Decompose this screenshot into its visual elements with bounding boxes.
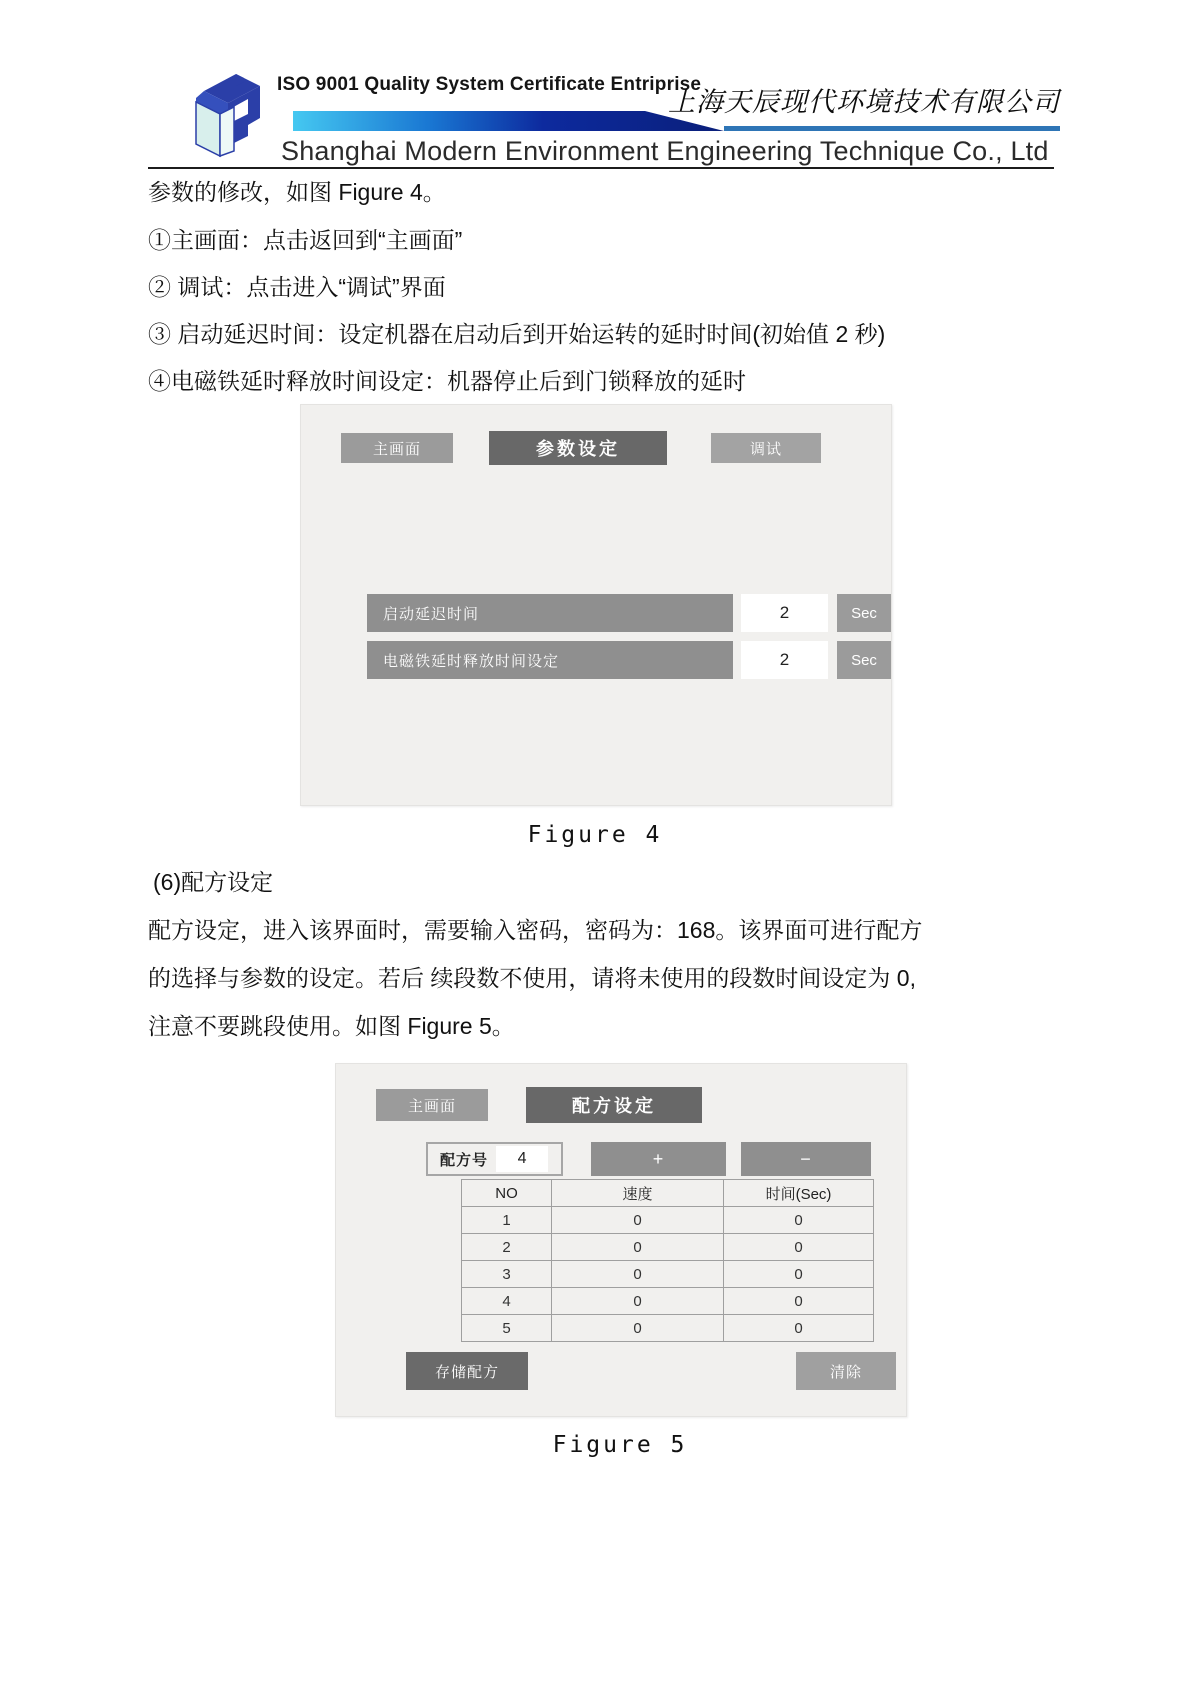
intro-item-3: ③ 启动延迟时间：设定机器在启动后到开始运转的延时时间(初始值 2 秒) bbox=[148, 321, 886, 347]
table-row bbox=[462, 1288, 874, 1315]
fig4-row1-label: 启动延迟时间 bbox=[367, 594, 733, 632]
col-header-speed: 速度 bbox=[552, 1180, 724, 1207]
company-name-chinese: 上海天辰现代环境技术有限公司 bbox=[668, 87, 1060, 118]
fig4-row2-label: 电磁铁延时释放时间设定 bbox=[367, 641, 733, 679]
section6-para-1: 配方设定，进入该界面时，需要输入密码，密码为：168。该界面可进行配方 bbox=[148, 917, 923, 943]
fig4-row2-unit: Sec bbox=[837, 641, 891, 679]
intro-item-4: ④电磁铁延时释放时间设定：机器停止后到门锁释放的延时 bbox=[148, 368, 746, 394]
recipe-number-field[interactable]: 4 bbox=[496, 1146, 548, 1172]
cell-no: 2 bbox=[462, 1234, 552, 1261]
recipe-clear-button[interactable]: 清除 bbox=[796, 1352, 896, 1390]
figure4-caption: Figure 4 bbox=[527, 822, 663, 848]
col-header-time: 时间(Sec) bbox=[724, 1180, 874, 1207]
table-row bbox=[462, 1315, 874, 1342]
recipe-table bbox=[461, 1179, 874, 1342]
cell-no: 1 bbox=[462, 1207, 552, 1234]
cell-no: 4 bbox=[462, 1288, 552, 1315]
iso-certificate-text: ISO 9001 Quality System Certificate Entriprise bbox=[277, 74, 702, 95]
fig5-home-button[interactable]: 主画面 bbox=[376, 1089, 488, 1121]
fig4-home-button[interactable]: 主画面 bbox=[341, 433, 453, 463]
cell-speed[interactable]: 0 bbox=[552, 1207, 724, 1234]
cell-time[interactable]: 0 bbox=[724, 1315, 874, 1342]
table-row bbox=[462, 1261, 874, 1288]
figure4-screenshot bbox=[300, 404, 892, 806]
cell-speed[interactable]: 0 bbox=[552, 1288, 724, 1315]
cell-time[interactable]: 0 bbox=[724, 1207, 874, 1234]
cell-no: 5 bbox=[462, 1315, 552, 1342]
fig4-debug-button[interactable]: 调试 bbox=[711, 433, 821, 463]
table-row bbox=[462, 1234, 874, 1261]
fig5-recipe-button[interactable]: 配方设定 bbox=[526, 1087, 702, 1123]
cell-time[interactable]: 0 bbox=[724, 1234, 874, 1261]
cell-speed[interactable]: 0 bbox=[552, 1261, 724, 1288]
figure5-caption: Figure 5 bbox=[552, 1432, 688, 1458]
intro-line: 参数的修改，如图 Figure 4。 bbox=[148, 179, 446, 205]
recipe-table-header-row bbox=[462, 1180, 874, 1207]
recipe-plus-button[interactable]: + bbox=[591, 1142, 726, 1176]
recipe-number-box bbox=[426, 1142, 563, 1176]
section6-heading: (6)配方设定 bbox=[153, 869, 274, 895]
fig4-row1-unit: Sec bbox=[837, 594, 891, 632]
company-logo-icon bbox=[186, 66, 268, 162]
fig4-params-button[interactable]: 参数设定 bbox=[489, 431, 667, 465]
section6-para-3: 注意不要跳段使用。如图 Figure 5。 bbox=[148, 1013, 515, 1039]
cell-speed[interactable]: 0 bbox=[552, 1315, 724, 1342]
cell-no: 3 bbox=[462, 1261, 552, 1288]
cell-speed[interactable]: 0 bbox=[552, 1234, 724, 1261]
table-row bbox=[462, 1207, 874, 1234]
company-name-english: Shanghai Modern Environment Engineering Technique Co., Ltd bbox=[281, 136, 1049, 166]
header-divider bbox=[148, 167, 1054, 169]
cell-time[interactable]: 0 bbox=[724, 1288, 874, 1315]
section6-para-2: 的选择与参数的设定。若后 续段数不使用，请将未使用的段数时间设定为 0, bbox=[148, 965, 916, 991]
recipe-save-button[interactable]: 存储配方 bbox=[406, 1352, 528, 1390]
recipe-number-label: 配方号 bbox=[440, 1151, 489, 1169]
fig4-row2-value-field[interactable]: 2 bbox=[741, 641, 828, 679]
col-header-no: NO bbox=[462, 1180, 552, 1207]
intro-item-1: ①主画面：点击返回到“主画面” bbox=[148, 227, 463, 253]
intro-item-2: ② 调试：点击进入“调试”界面 bbox=[148, 274, 446, 300]
fig4-row1-value-field[interactable]: 2 bbox=[741, 594, 828, 632]
figure5-screenshot bbox=[335, 1063, 907, 1417]
cell-time[interactable]: 0 bbox=[724, 1261, 874, 1288]
recipe-minus-button[interactable]: − bbox=[741, 1142, 871, 1176]
